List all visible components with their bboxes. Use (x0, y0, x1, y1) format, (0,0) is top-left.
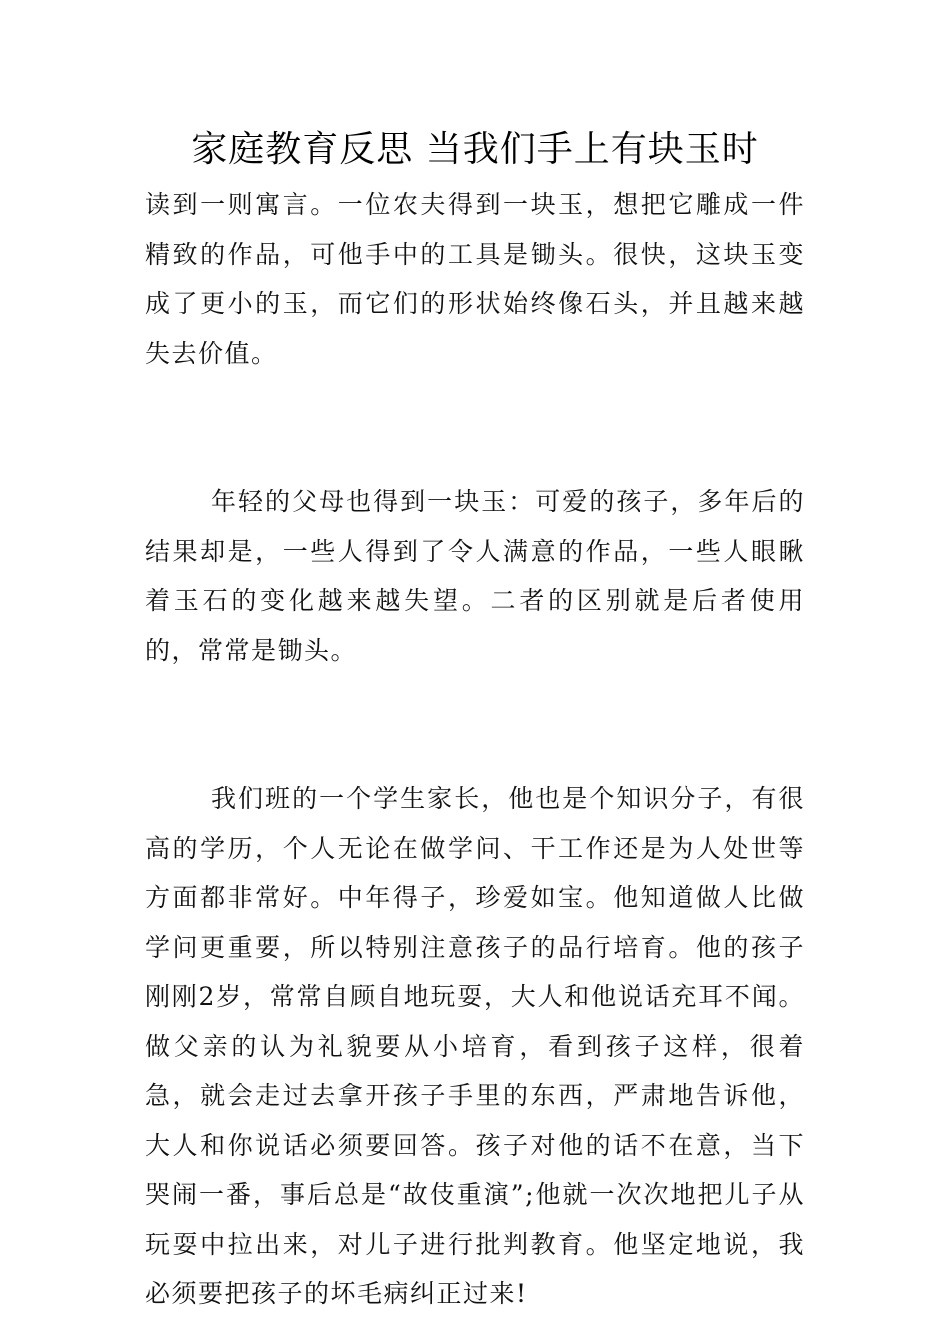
document-body (145, 180, 805, 1319)
paragraph-spacer (145, 428, 805, 478)
paragraph-2: 年轻的父母也得到一块玉：可爱的孩子，多年后的结果却是，一些人得到了令人满意的作品，一些人眼瞅着玉石的变化越来越失望。二者的区别就是后者使用的，常常是锄头。 (145, 487, 805, 665)
document-title: 家庭教育反思 当我们手上有块玉时 (191, 129, 759, 170)
paragraph-spacer (145, 725, 805, 775)
paragraph-1: 读到一则寓言。一位农夫得到一块玉，想把它雕成一件精致的作品，可他手中的工具是锄头。很快，这块玉变成了更小的玉，而它们的形状始终像石头，并且越来越失去价值。 (145, 190, 805, 368)
paragraph-spacer (145, 378, 805, 428)
paragraph-3: 我们班的一个学生家长，他也是个知识分子，有很高的学历，个人无论在做学问、干工作还是为人处世等方面都非常好。中年得子，珍爱如宝。他知道做人比做学问更重要，所以特别注意孩子的品行培育。他的孩子刚刚2岁，常常自顾自地玩耍，大人和他说话充耳不闻。做父亲的认为礼貌要从小培育，看到孩子这样，很着急，就会走过去拿开孩子手里的东西，严肃地告诉他，大人和你说话必须要回答。孩子对他的话不在意，当下哭闹一番，事后总是“故伎重演”;他就一次次地把儿子从玩耍中拉出来，对儿子进行批判教育。他坚定地说，我必须要把孩子的坏毛病纠正过来! (145, 784, 805, 1308)
paragraph-spacer (145, 675, 805, 725)
